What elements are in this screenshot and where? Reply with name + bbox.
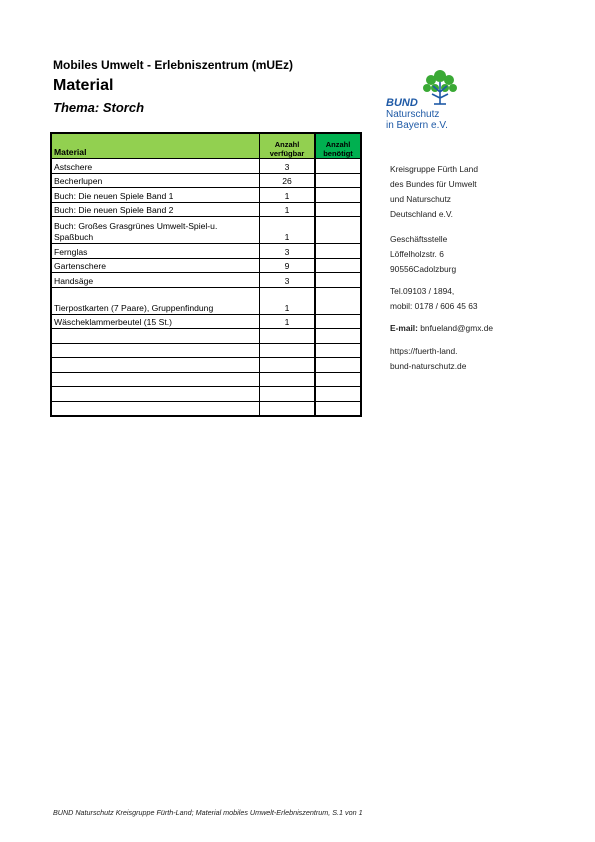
office-line: Löffelholzstr. 6 — [390, 249, 444, 259]
material-cell: Buch: Die neuen Spiele Band 2 — [51, 202, 260, 217]
table-row — [51, 217, 361, 244]
office-block — [390, 232, 456, 277]
needed-cell — [315, 244, 361, 259]
material-cell: Fernglas — [51, 244, 260, 259]
table-row — [51, 401, 361, 416]
org-line: Kreisgruppe Fürth Land — [390, 164, 478, 174]
phone-line: mobil: 0178 / 606 45 63 — [390, 301, 478, 311]
bund-logo — [386, 68, 466, 138]
material-cell: Buch: Großes Grasgrünes Umwelt-Spiel-u. Spaßbuch — [51, 217, 260, 244]
email-block — [390, 321, 493, 336]
material-cell — [51, 343, 260, 358]
material-table — [50, 132, 362, 417]
needed-cell — [315, 258, 361, 273]
available-cell — [260, 343, 316, 358]
phone-block — [390, 284, 478, 314]
header-available: Anzahl verfügbar — [260, 133, 316, 159]
material-cell: Astschere — [51, 159, 260, 174]
needed-cell — [315, 159, 361, 174]
needed-cell — [315, 273, 361, 288]
email-value[interactable]: bnfueland@gmx.de — [420, 323, 494, 333]
available-cell: 3 — [260, 244, 316, 259]
table-row — [51, 314, 361, 329]
table-row — [51, 372, 361, 387]
material-cell: Tierpostkarten (7 Paare), Gruppenfindung — [51, 287, 260, 314]
needed-cell — [315, 217, 361, 244]
material-cell: Gartenschere — [51, 258, 260, 273]
available-cell: 9 — [260, 258, 316, 273]
email-label: E-mail: — [390, 323, 418, 333]
needed-cell — [315, 188, 361, 203]
org-block — [390, 162, 478, 222]
org-line: und Naturschutz — [390, 194, 451, 204]
needed-cell — [315, 202, 361, 217]
table-row — [51, 258, 361, 273]
needed-cell — [315, 287, 361, 314]
office-line: 90556Cadolzburg — [390, 264, 457, 274]
table-row — [51, 387, 361, 402]
org-line: des Bundes für Umwelt — [390, 179, 477, 189]
header-material: Material — [51, 133, 260, 159]
needed-cell — [315, 314, 361, 329]
needed-cell — [315, 372, 361, 387]
table-row — [51, 329, 361, 344]
theme-subtitle: Thema: Storch — [53, 100, 145, 115]
available-cell: 1 — [260, 188, 316, 203]
needed-cell — [315, 173, 361, 188]
available-cell: 26 — [260, 173, 316, 188]
available-cell: 1 — [260, 314, 316, 329]
available-cell: 3 — [260, 273, 316, 288]
table-row — [51, 273, 361, 288]
material-cell — [51, 401, 260, 416]
table-row — [51, 244, 361, 259]
page-footer: BUND Naturschutz Kreisgruppe Fürth-Land; Material mobiles Umwelt-Erlebniszentrum, S.1 von 1 — [53, 808, 363, 817]
available-cell — [260, 372, 316, 387]
needed-cell — [315, 329, 361, 344]
table-header-row — [51, 133, 361, 159]
available-cell — [260, 329, 316, 344]
table-row — [51, 287, 361, 314]
web-line[interactable]: https://fuerth-land. — [390, 346, 458, 356]
available-cell: 1 — [260, 287, 316, 314]
material-cell — [51, 387, 260, 402]
material-cell: Wäscheklammerbeutel (15 St.) — [51, 314, 260, 329]
logo-line3: in Bayern e.V. — [386, 120, 448, 131]
available-cell — [260, 401, 316, 416]
web-block[interactable] — [390, 344, 466, 374]
office-line: Geschäftsstelle — [390, 234, 448, 244]
available-cell: 3 — [260, 159, 316, 174]
needed-cell — [315, 387, 361, 402]
material-cell — [51, 372, 260, 387]
table-row — [51, 188, 361, 203]
phone-line: Tel.09103 / 1894, — [390, 286, 455, 296]
logo-bund-text: BUND — [386, 97, 418, 109]
table-row — [51, 202, 361, 217]
material-cell: Buch: Die neuen Spiele Band 1 — [51, 188, 260, 203]
table-row — [51, 159, 361, 174]
table-row — [51, 343, 361, 358]
material-cell — [51, 358, 260, 373]
needed-cell — [315, 401, 361, 416]
available-cell — [260, 358, 316, 373]
available-cell — [260, 387, 316, 402]
table-row — [51, 358, 361, 373]
material-cell: Handsäge — [51, 273, 260, 288]
org-line: Deutschland e.V. — [390, 209, 454, 219]
needed-cell — [315, 343, 361, 358]
header-needed: Anzahl benötigt — [315, 133, 361, 159]
page-title: Material — [53, 77, 114, 94]
table-row — [51, 173, 361, 188]
logo-line2: Naturschutz — [386, 109, 440, 120]
material-cell — [51, 329, 260, 344]
header-line1: Mobiles Umwelt - Erlebniszentrum (mUEz) — [53, 58, 294, 72]
web-line[interactable]: bund-naturschutz.de — [390, 361, 467, 371]
material-cell: Becherlupen — [51, 173, 260, 188]
available-cell: 1 — [260, 217, 316, 244]
needed-cell — [315, 358, 361, 373]
available-cell: 1 — [260, 202, 316, 217]
